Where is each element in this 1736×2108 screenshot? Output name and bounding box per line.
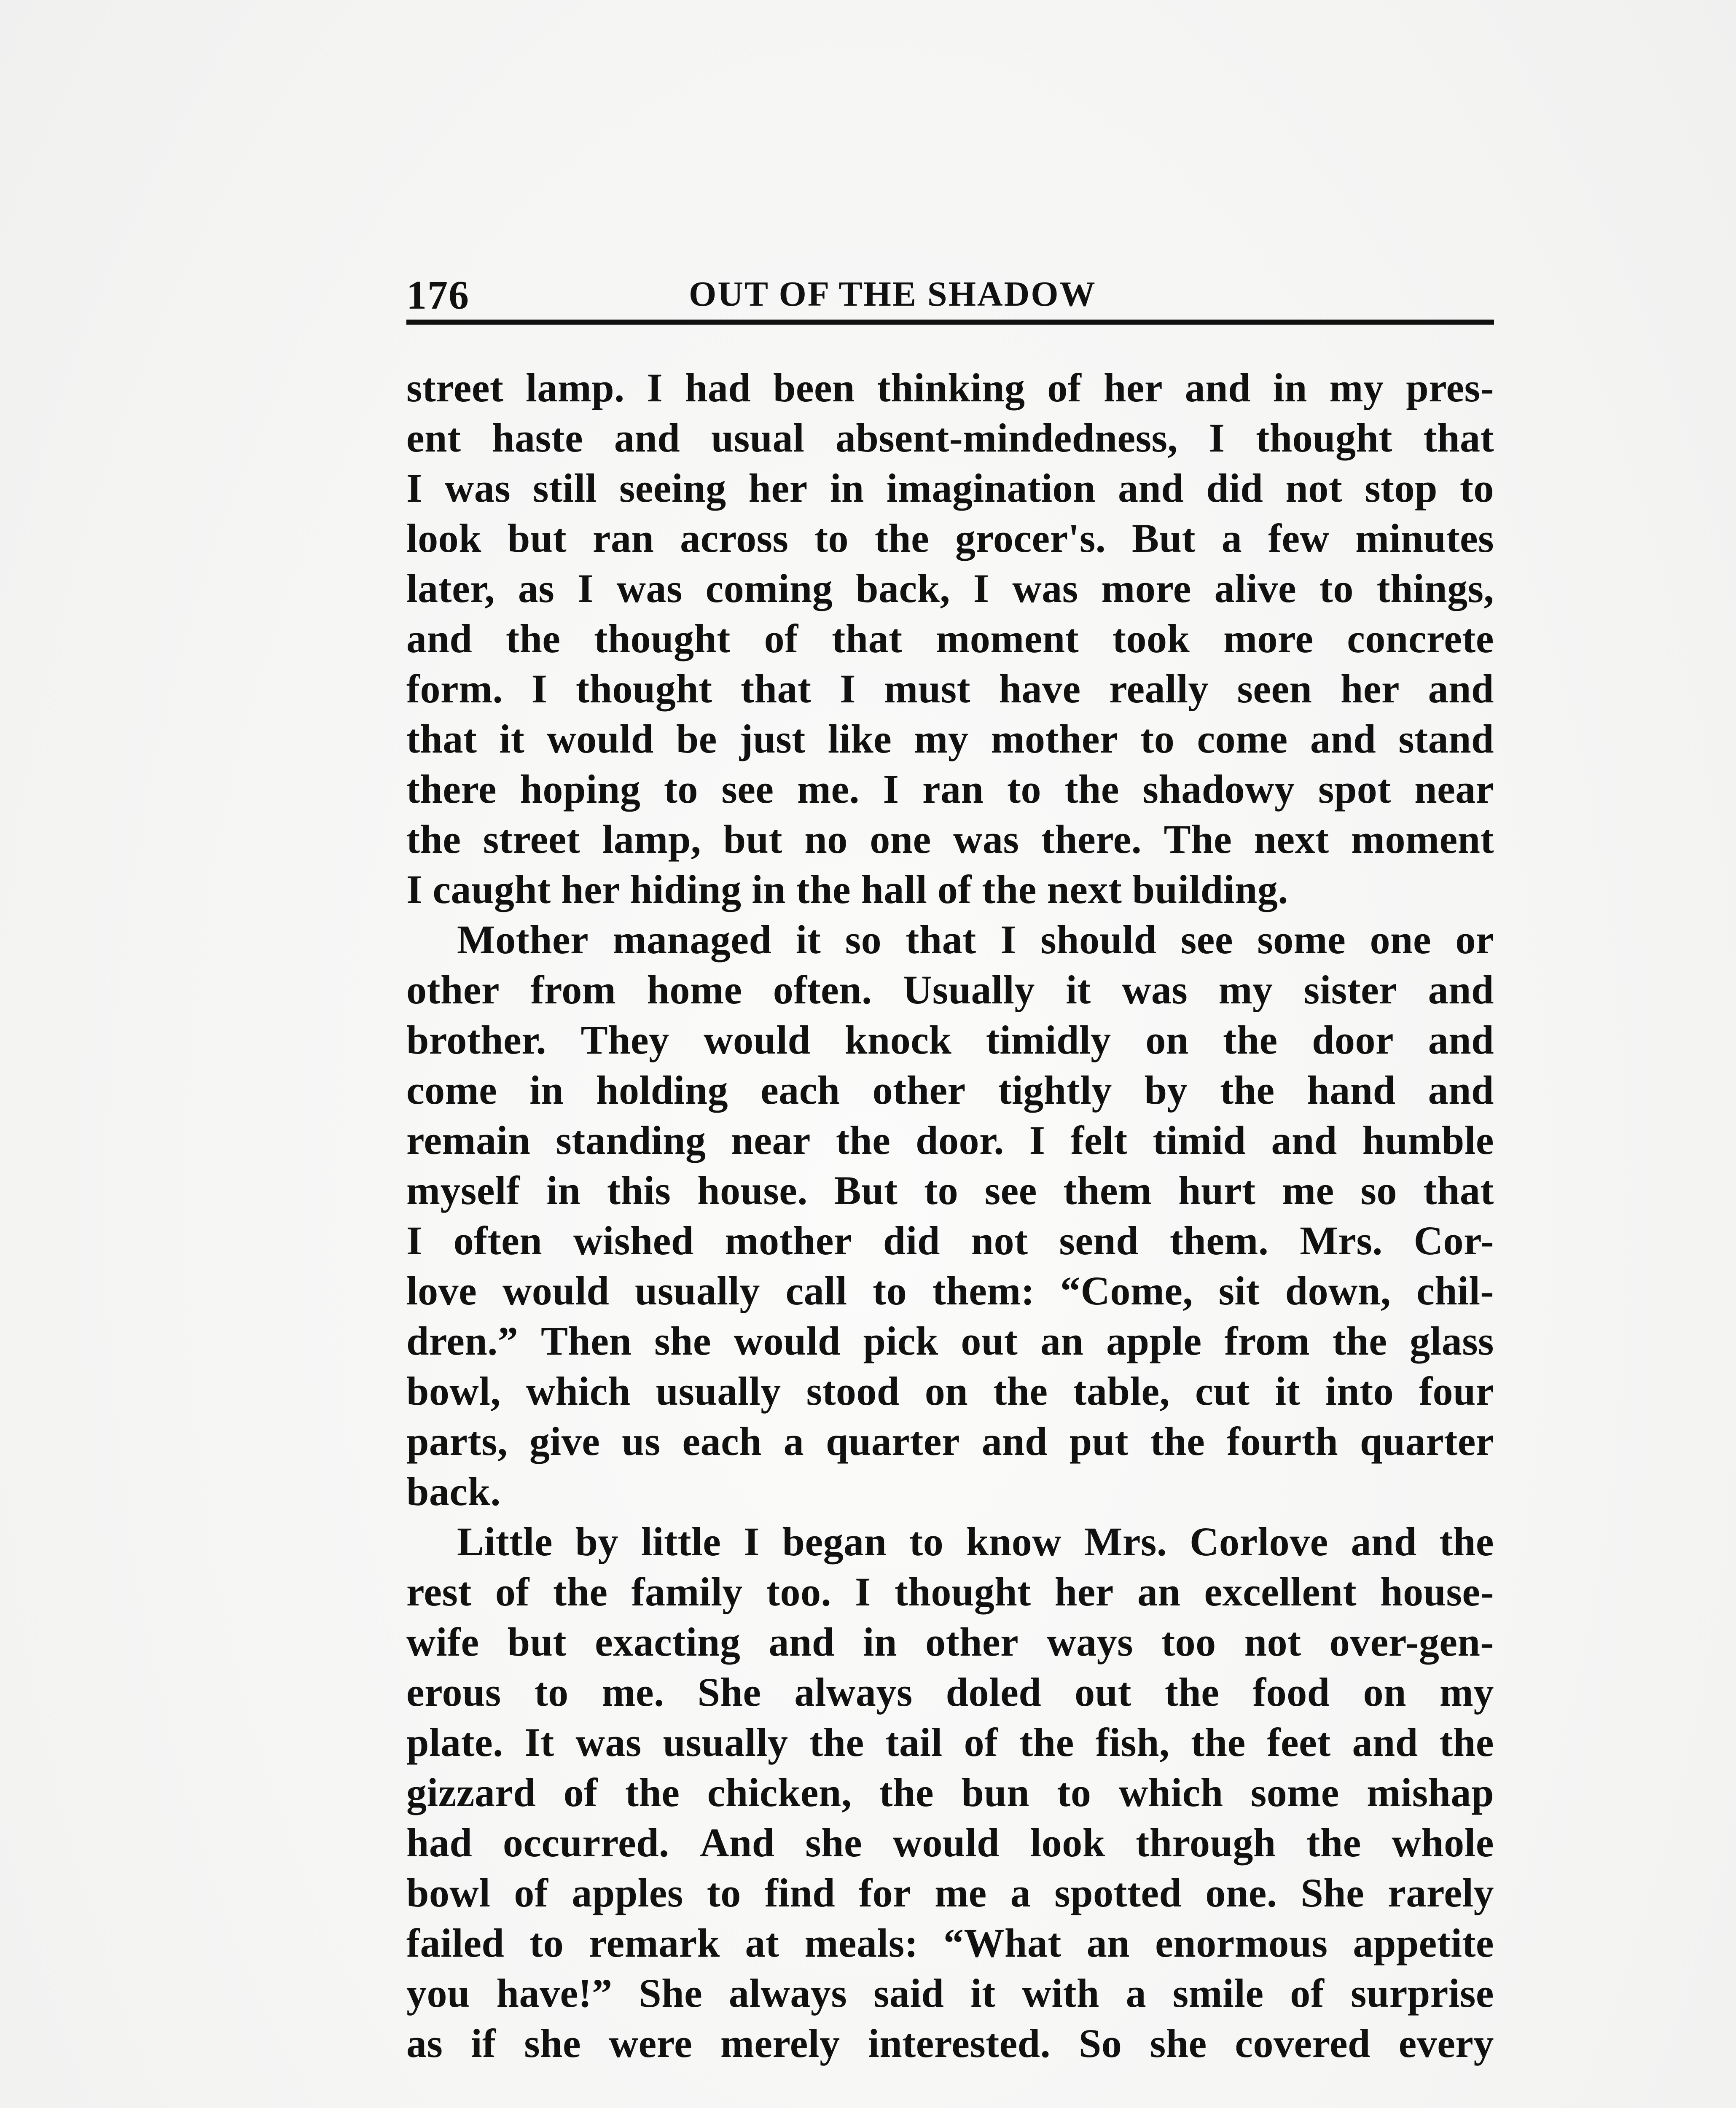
running-head: OUT OF THE SHADOW (689, 274, 1096, 314)
text-line: wife but exacting and in other ways too not over-gen- (406, 1619, 1494, 1664)
paragraph (406, 1516, 1494, 2068)
text-line: plate. It was usually the tail of the fish, the feet and the (406, 1720, 1494, 1765)
text-line: rest of the family too. I thought her an excellent house- (406, 1569, 1494, 1614)
body-text (406, 363, 1494, 2068)
text-line: dren.” Then she would pick out an apple from the glass (406, 1318, 1494, 1363)
text-line: you have!” She always said it with a smile of surprise (406, 1971, 1494, 2016)
text-line: remain standing near the door. I felt timid and humble (406, 1118, 1494, 1163)
text-line: look but ran across to the grocer's. But a few minutes (406, 516, 1494, 561)
text-line: and the thought of that moment took more concrete (406, 616, 1494, 661)
text-line: ent haste and usual absent-mindedness, I thought that (406, 415, 1494, 460)
text-line: bowl of apples to find for me a spotted one. She rarely (406, 1870, 1494, 1915)
text-line: bowl, which usually stood on the table, cut it into four (406, 1369, 1494, 1414)
paragraph (406, 363, 1494, 914)
text-line: gizzard of the chicken, the bun to which some mishap (406, 1770, 1494, 1815)
text-line: brother. They would knock timidly on the door and (406, 1017, 1494, 1062)
text-line: love would usually call to them: “Come, sit down, chil- (406, 1268, 1494, 1313)
text-line: the street lamp, but no one was there. The next moment (406, 817, 1494, 862)
text-line: form. I thought that I must have really seen her and (406, 666, 1494, 711)
text-line: myself in this house. But to see them hurt me so that (406, 1168, 1494, 1213)
text-line: come in holding each other tightly by the hand and (406, 1067, 1494, 1113)
text-line: other from home often. Usually it was my sister and (406, 967, 1494, 1012)
text-line: Mother managed it so that I should see some one or (457, 917, 1494, 962)
paragraph (406, 914, 1494, 1516)
text-line: had occurred. And she would look through the whole (406, 1820, 1494, 1865)
text-line: that it would be just like my mother to come and stand (406, 716, 1494, 761)
page-number: 176 (406, 272, 470, 317)
text-line: I caught her hiding in the hall of the next building. (406, 867, 1288, 912)
text-line: parts, give us each a quarter and put the fourth quarter (406, 1419, 1494, 1464)
text-line: as if she were merely interested. So she covered every (406, 2021, 1494, 2066)
text-line: there hoping to see me. I ran to the shadowy spot near (406, 766, 1494, 812)
page-header (406, 261, 1494, 325)
text-line: Little by little I began to know Mrs. Corlove and the (457, 1519, 1494, 1564)
text-line: back. (406, 1469, 501, 1514)
text-line: I often wished mother did not send them. Mrs. Cor- (406, 1218, 1494, 1263)
text-line: I was still seeing her in imagination and did not stop to (406, 465, 1494, 511)
header-rule (406, 320, 1494, 325)
text-line: later, as I was coming back, I was more alive to things, (406, 566, 1494, 611)
text-line: street lamp. I had been thinking of her and in my pres- (406, 365, 1494, 410)
text-line: erous to me. She always doled out the food on my (406, 1670, 1494, 1715)
text-line: failed to remark at meals: “What an enormous appetite (406, 1920, 1494, 1965)
